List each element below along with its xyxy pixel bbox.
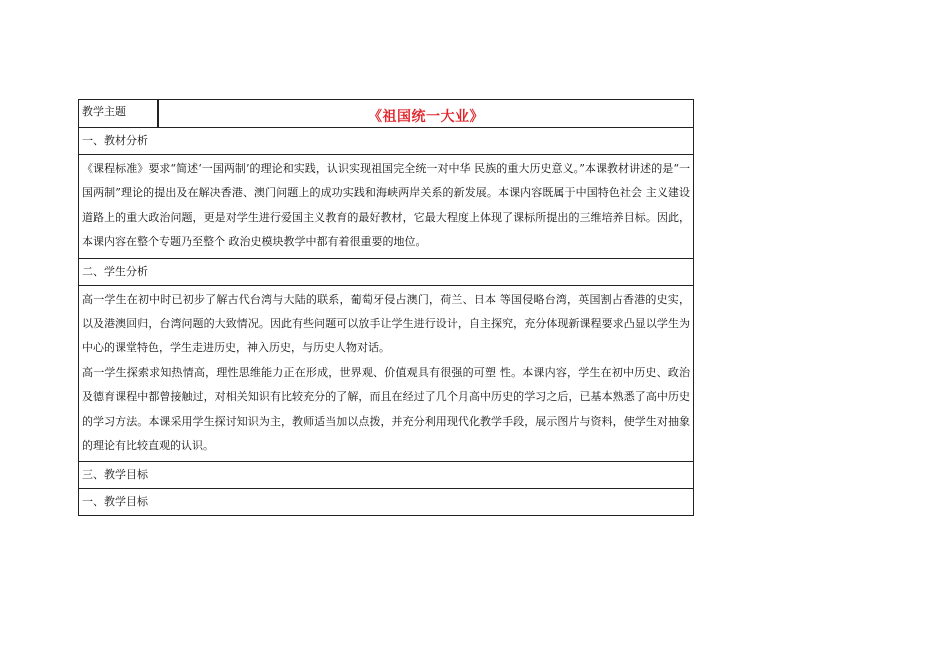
section-body-textbook-analysis — [79, 154, 693, 258]
section-body-student-analysis — [79, 285, 693, 462]
topic-label: 教学主题 — [79, 100, 159, 127]
section-heading-student-analysis: 二、学生分析 — [79, 258, 693, 285]
lesson-title: 《祖国统一大业》 — [368, 109, 484, 125]
section-heading-textbook-analysis: 一、教材分析 — [79, 127, 693, 154]
subheading-teaching-goals: 一、教学目标 — [79, 488, 693, 515]
student-analysis-paragraph-2: 高一学生探索求知热情高，理性思维能力正在形成，世界观、价值观具有很强的可塑 性。本课内容，学生在初中历史、政治及德育课程中都曾接触过，对相关知识有比较充分的了解，而且在经过了几个月高中历史的学习之后，已基本熟悉了高中历史 的学习方法。本课采用学生探讨知识为主，教师适当加以点拨，并充分利用现代化教学手段，展示图片与资料，使学生对抽象的理论有比较直观的认识。 — [82, 365, 690, 453]
textbook-analysis-paragraph: 《课程标准》要求“简述‘一国两制’的理论和实践，认识实现祖国完全统一对中华 民族的重大历史意义。”本课教材讲述的是“一国两制”理论的提出及在解决香港、澳门问题上的成功实践和海峡两岸关系的新发展。本课内容既属于中国特色社会 主义建设道路上的重大政治问题，更是对学生进行爱国主义教育的最好教材，它最大程度上体现了课标所提出的三维培养目标。因此，本课内容在整个专题乃至整个 政治史模块教学中都有着很重要的地位。 — [82, 162, 690, 249]
lesson-plan-table — [78, 99, 694, 516]
student-analysis-paragraph-1: 高一学生在初中时已初步了解古代台湾与大陆的联系，葡萄牙侵占澳门，荷兰、日本 等国侵略台湾，英国割占香港的史实，以及港澳回归，台湾问题的大致情况。因此有些问题可以放手让学生进行设计，自主探究，充分体现新课程要求凸显以学生为 中心的课堂特色，学生走进历史，神入历史，与历史人物对话。 — [82, 292, 690, 355]
title-row — [79, 100, 693, 127]
section-heading-teaching-goals: 三、教学目标 — [79, 461, 693, 488]
